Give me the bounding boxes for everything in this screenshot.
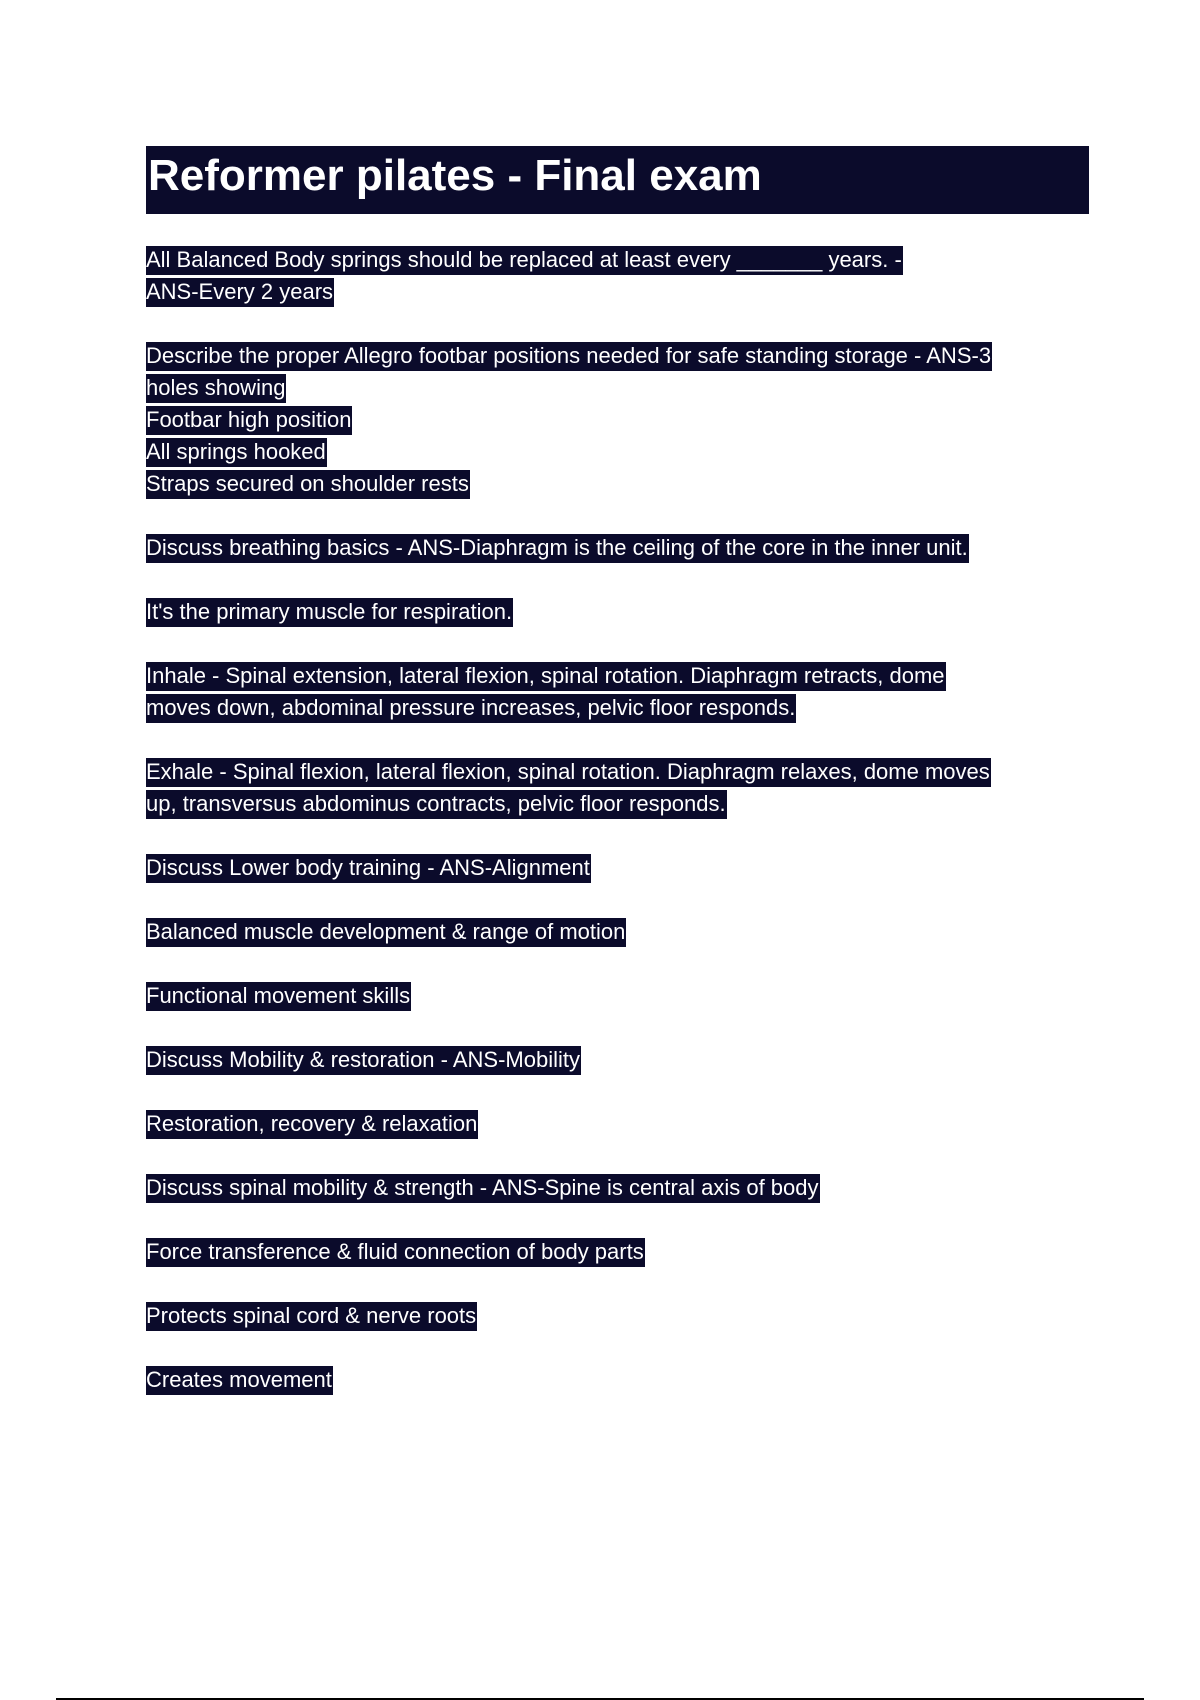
text-line [146, 468, 1106, 500]
highlighted-text: Describe the proper Allegro footbar positions needed for safe standing storage - ANS-3 [146, 342, 992, 371]
text-line [146, 1044, 1106, 1076]
qa-block [146, 596, 1106, 628]
text-line [146, 1172, 1106, 1204]
qa-block [146, 660, 1106, 724]
page-title: Reformer pilates - Final exam [148, 151, 762, 200]
text-line [146, 244, 1106, 276]
qa-block [146, 532, 1106, 564]
highlighted-text: moves down, abdominal pressure increases, pelvic floor responds. [146, 694, 796, 723]
highlighted-text: Balanced muscle development & range of motion [146, 918, 626, 947]
qa-block [146, 1172, 1106, 1204]
qa-block [146, 1300, 1106, 1332]
qa-block [146, 916, 1106, 948]
text-line [146, 980, 1106, 1012]
highlighted-text: Straps secured on shoulder rests [146, 470, 470, 499]
text-line [146, 276, 1106, 308]
qa-block [146, 1044, 1106, 1076]
highlighted-text: Inhale - Spinal extension, lateral flexion, spinal rotation. Diaphragm retracts, dome [146, 662, 946, 691]
text-line [146, 1364, 1106, 1396]
qa-block [146, 1236, 1106, 1268]
qa-block [146, 1108, 1106, 1140]
highlighted-text: It's the primary muscle for respiration. [146, 598, 513, 627]
qa-block [146, 1364, 1106, 1396]
highlighted-text: All springs hooked [146, 438, 327, 467]
text-line [146, 436, 1106, 468]
text-line [146, 692, 1106, 724]
highlighted-text: Restoration, recovery & relaxation [146, 1110, 478, 1139]
document-body [146, 244, 1106, 1428]
highlighted-text: holes showing [146, 374, 286, 403]
highlighted-text: Discuss breathing basics - ANS-Diaphragm is the ceiling of the core in the inner unit. [146, 534, 969, 563]
highlighted-text: Footbar high position [146, 406, 352, 435]
qa-block [146, 756, 1106, 820]
highlighted-text: ANS-Every 2 years [146, 278, 334, 307]
text-line [146, 372, 1106, 404]
highlighted-text: All Balanced Body springs should be replaced at least every _______ years. - [146, 246, 903, 275]
highlighted-text: Discuss Mobility & restoration - ANS-Mobility [146, 1046, 581, 1075]
title-bar [146, 146, 1089, 214]
qa-block [146, 244, 1106, 308]
highlighted-text: up, transversus abdominus contracts, pelvic floor responds. [146, 790, 727, 819]
text-line [146, 596, 1106, 628]
text-line [146, 532, 1106, 564]
highlighted-text: Creates movement [146, 1366, 333, 1395]
qa-block [146, 980, 1106, 1012]
text-line [146, 340, 1106, 372]
text-line [146, 1236, 1106, 1268]
text-line [146, 1108, 1106, 1140]
text-line [146, 660, 1106, 692]
text-line [146, 404, 1106, 436]
highlighted-text: Force transference & fluid connection of body parts [146, 1238, 645, 1267]
highlighted-text: Protects spinal cord & nerve roots [146, 1302, 477, 1331]
text-line [146, 788, 1106, 820]
qa-block [146, 852, 1106, 884]
highlighted-text: Exhale - Spinal flexion, lateral flexion, spinal rotation. Diaphragm relaxes, dome moves [146, 758, 991, 787]
highlighted-text: Functional movement skills [146, 982, 411, 1011]
highlighted-text: Discuss Lower body training - ANS-Alignment [146, 854, 591, 883]
text-line [146, 756, 1106, 788]
text-line [146, 1300, 1106, 1332]
text-line [146, 916, 1106, 948]
qa-block [146, 340, 1106, 500]
text-line [146, 852, 1106, 884]
highlighted-text: Discuss spinal mobility & strength - ANS-Spine is central axis of body [146, 1174, 820, 1203]
